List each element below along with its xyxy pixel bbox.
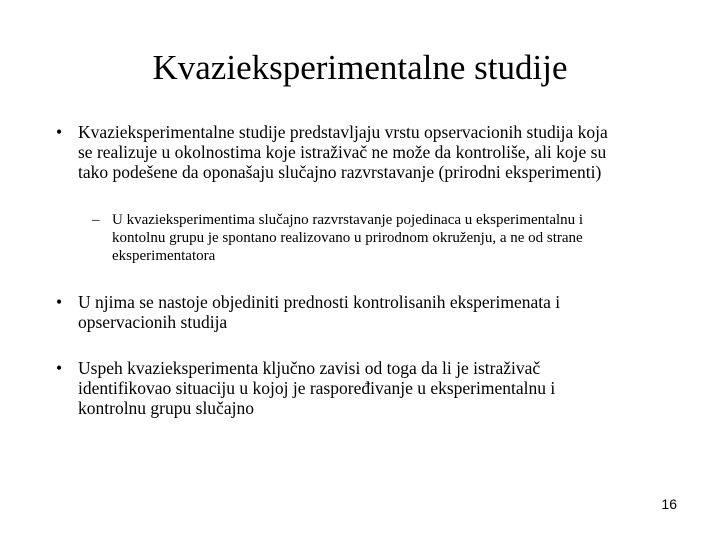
bullet-text-3 bbox=[78, 358, 698, 418]
sub-bullet-marker: – bbox=[92, 212, 100, 228]
bullet-text-1 bbox=[78, 122, 698, 182]
page-number: 16 bbox=[661, 496, 677, 512]
bullet-line: Uspeh kvazieksperimenta ključno zavisi od toga da li je istraživač bbox=[78, 358, 541, 378]
bullet-line: se realizuje u okolnostima koje istraživač ne može da kontroliše, ali koje su bbox=[78, 142, 607, 162]
bullet-line: kontrolnu grupu slučajno bbox=[78, 398, 254, 418]
sub-bullet-text-1 bbox=[112, 211, 712, 265]
bullet-marker: • bbox=[56, 292, 63, 312]
bullet-line: opservacionih studija bbox=[78, 312, 228, 332]
bullet-line: U njima se nastoje objediniti prednosti kontrolisanih eksperimenata i bbox=[78, 292, 561, 312]
slide-title: Kvazieksperimentalne studije bbox=[152, 48, 568, 87]
bullet-marker: • bbox=[56, 358, 63, 378]
bullet-line: Kvazieksperimentalne studije predstavljaju vrstu opservacionih studija koja bbox=[78, 122, 608, 142]
sub-bullet-line: kontolnu grupu je spontano realizovano u prirodnom okruženju, a ne od strane bbox=[112, 230, 583, 246]
bullet-line: identifikovao situaciju u kojoj je raspoređivanje u eksperimentalnu i bbox=[78, 378, 556, 398]
bullet-line: tako podešene da oponašaju slučajno razvrstavanje (prirodni eksperimenti) bbox=[78, 162, 602, 182]
sub-bullet-line: eksperimentatora bbox=[112, 248, 216, 264]
sub-bullet-line: U kvazieksperimentima slučajno razvrstavanje pojedinaca u eksperimentalnu i bbox=[112, 212, 584, 228]
bullet-text-2 bbox=[78, 292, 698, 332]
bullet-marker: • bbox=[56, 122, 63, 142]
